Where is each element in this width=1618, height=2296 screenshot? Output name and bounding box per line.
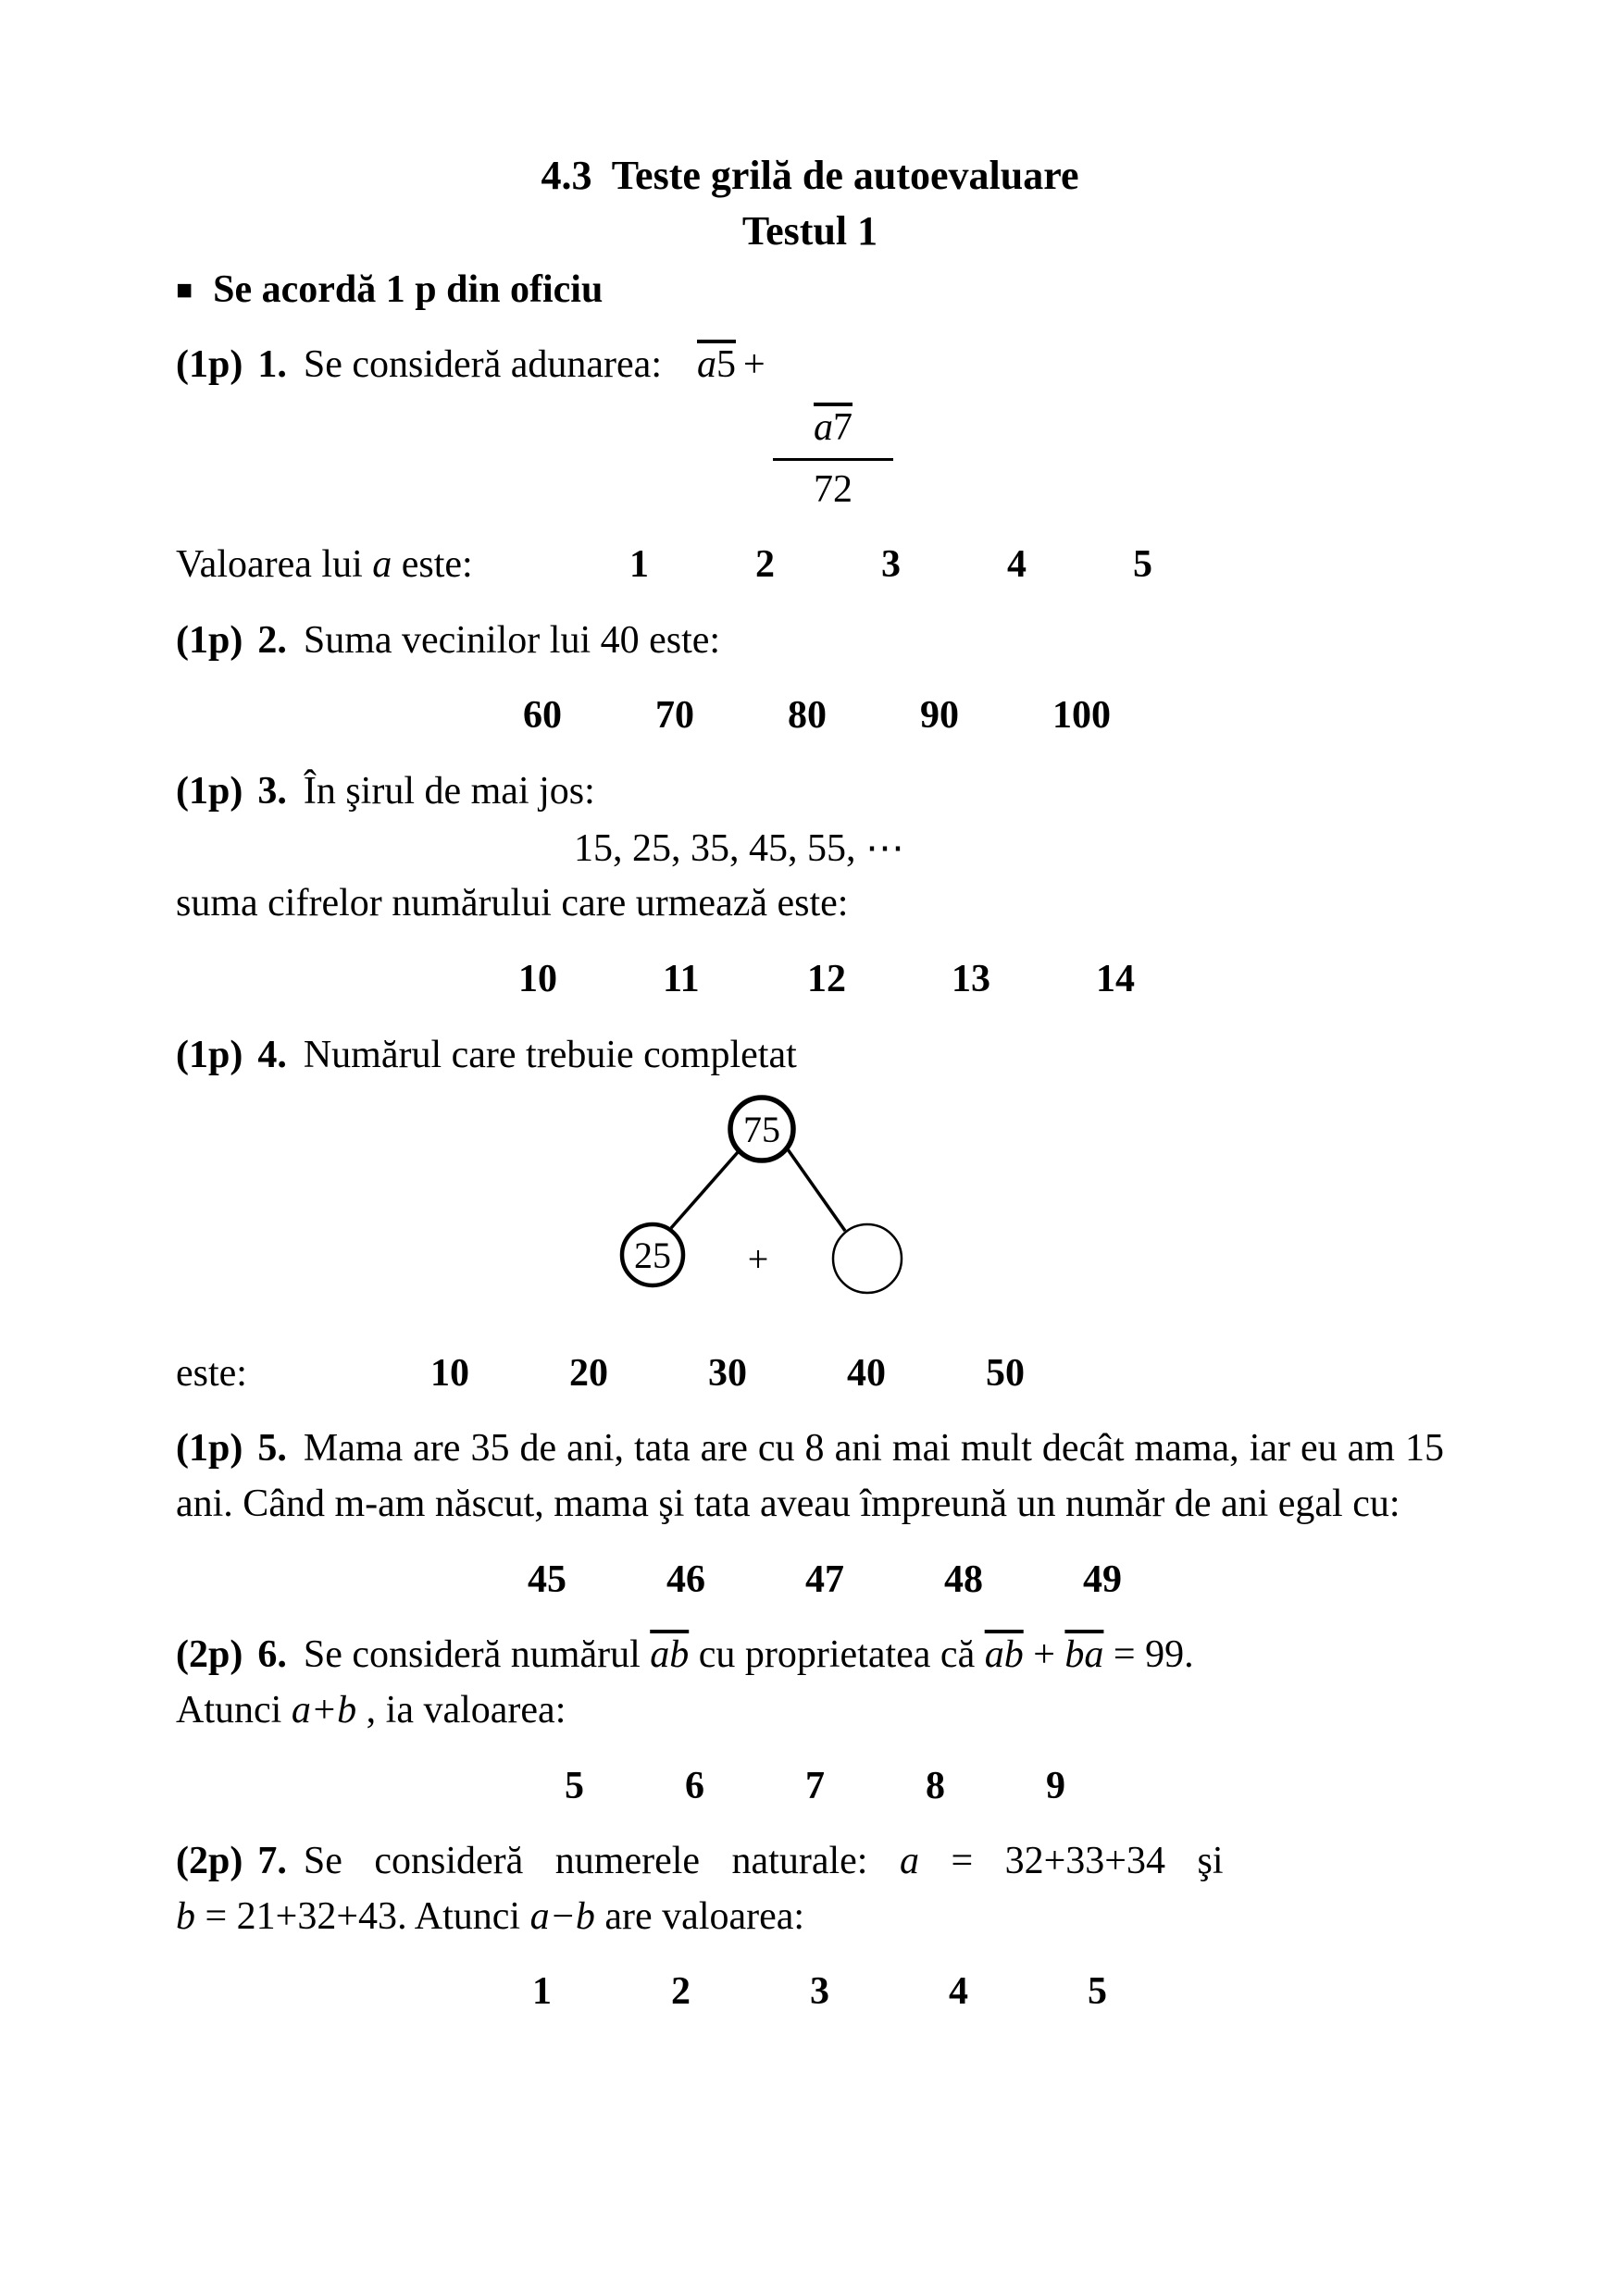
- question-points: (1p): [176, 1033, 243, 1076]
- addition-result: 72: [814, 467, 853, 511]
- option: 46: [666, 1558, 705, 1601]
- question-number: 7.: [257, 1840, 287, 1883]
- question-text: cu proprietatea că: [698, 1633, 976, 1677]
- question-points: (1p): [176, 343, 243, 387]
- overlined-ba: $\overline{ba}$: [1064, 1633, 1104, 1677]
- option: 1: [532, 1970, 552, 2014]
- overlined-a5: [697, 343, 736, 386]
- question-number: 5.: [257, 1427, 287, 1471]
- question-3: [176, 764, 1444, 1008]
- tree-diagram-svg: [523, 1092, 1004, 1309]
- option: 10: [430, 1351, 469, 1395]
- option: 14: [1096, 957, 1135, 1000]
- test-title: Testul 1: [741, 207, 878, 254]
- addition-row-1: [697, 343, 765, 386]
- question-text: Se consideră numerele naturale:: [303, 1840, 868, 1883]
- math-var: b: [176, 1894, 195, 1938]
- option: 40: [847, 1351, 886, 1395]
- question-7-line2: [176, 1890, 1444, 1945]
- question-points: (1p): [176, 1427, 243, 1471]
- math-digit: 7: [833, 405, 853, 449]
- question-6: [176, 1628, 1444, 1814]
- option: 60: [523, 694, 562, 738]
- question-text: . Atunci: [397, 1894, 521, 1938]
- option: 5: [565, 1764, 584, 1807]
- question-1-answer-row: [176, 538, 1444, 593]
- option: 49: [1083, 1558, 1122, 1601]
- question-points: (2p): [176, 1840, 243, 1883]
- option: 9: [1046, 1764, 1065, 1807]
- question-1-prompt: [176, 538, 629, 593]
- question-2-line: [176, 614, 1444, 669]
- question-1-line: [176, 338, 1444, 393]
- tree-left-value: 25: [634, 1235, 671, 1277]
- question-5-answer-row: [176, 1553, 1444, 1608]
- option: 1: [629, 543, 649, 587]
- overlined-ab: $\overline{ab}$: [984, 1633, 1024, 1677]
- question-2-answer-row: [176, 689, 1444, 744]
- option: 8: [926, 1764, 945, 1807]
- question-text: Se consideră numărul: [303, 1633, 641, 1677]
- option: 7: [805, 1764, 825, 1807]
- question-points: (1p): [176, 618, 243, 662]
- addition-row-2: [773, 401, 893, 461]
- question-text: În şirul de mai jos:: [303, 770, 595, 813]
- tree-node-right-empty: [833, 1224, 902, 1293]
- question-points: (2p): [176, 1633, 243, 1677]
- math-var: a: [899, 1840, 919, 1883]
- number-sequence: 15, 25, 35, 45, 55, ⋯: [574, 826, 904, 870]
- question-number: 3.: [257, 770, 287, 813]
- plus-sign: +: [1033, 1633, 1055, 1677]
- options-row: [565, 1759, 1065, 1815]
- option: 13: [952, 957, 990, 1000]
- tree-edge-left: [671, 1151, 739, 1228]
- question-3-line: [176, 764, 1444, 820]
- option: 11: [663, 957, 700, 1000]
- question-4-answer-row: [176, 1347, 1444, 1402]
- options-row: [523, 689, 1111, 744]
- option: 4: [949, 1970, 968, 2014]
- option: 5: [1088, 1970, 1107, 2014]
- option: 12: [807, 957, 846, 1000]
- question-7: [176, 1834, 1444, 2020]
- option: 30: [708, 1351, 747, 1395]
- question-5-line: [176, 1421, 1444, 1532]
- question-number: 6.: [257, 1633, 287, 1677]
- question-4: [176, 1028, 1444, 1402]
- options-row: [629, 538, 1152, 593]
- overlined-a7: [814, 406, 853, 449]
- question-2: [176, 614, 1444, 744]
- notice-line: [176, 263, 1444, 318]
- option: 80: [788, 694, 827, 738]
- question-text: , ia valoarea:: [356, 1688, 566, 1731]
- option: 50: [986, 1351, 1025, 1395]
- option: 2: [755, 543, 775, 587]
- options-row: [518, 952, 1135, 1008]
- question-1: [176, 338, 1444, 593]
- question-7-answer-row: [176, 1965, 1444, 2020]
- question-6-answer-row: [176, 1759, 1444, 1815]
- option: 3: [881, 543, 901, 587]
- math-var: a: [372, 543, 392, 587]
- question-number: 4.: [257, 1033, 287, 1076]
- question-text: Atunci: [176, 1688, 282, 1731]
- math-digit: 5: [716, 343, 736, 387]
- math-expression: a−b: [529, 1894, 595, 1938]
- math-expression: a+b: [291, 1688, 357, 1731]
- math-equation: = 21+32+43: [205, 1894, 398, 1938]
- option: 3: [810, 1970, 829, 2014]
- math-equation: = 32+33+34: [951, 1840, 1165, 1883]
- question-text: şi: [1197, 1840, 1224, 1883]
- option: 20: [569, 1351, 608, 1395]
- option: 45: [528, 1558, 566, 1601]
- question-3-answer-row: [176, 952, 1444, 1008]
- options-row: [528, 1553, 1122, 1608]
- number-tree-diagram: [523, 1092, 1444, 1326]
- option: 70: [655, 694, 694, 738]
- square-bullet-icon: ■: [176, 274, 193, 305]
- option: 47: [805, 1558, 844, 1601]
- math-var: a: [814, 405, 833, 449]
- question-text: Mama are 35 de ani, tata are cu 8 ani mai mult decât mama, iar eu am 15 ani. Când m-am născut, mama şi tata aveau împreună un număr de ani egal cu:: [176, 1427, 1444, 1526]
- question-6-line1: [176, 1628, 1444, 1683]
- question-number: 1.: [257, 343, 287, 387]
- math-var: a: [697, 343, 716, 387]
- prompt-text: este:: [401, 543, 473, 587]
- question-6-line2: [176, 1683, 1444, 1739]
- option: 10: [518, 957, 557, 1000]
- option: 5: [1133, 543, 1152, 587]
- plus-sign: +: [743, 343, 765, 387]
- question-5: [176, 1421, 1444, 1607]
- tree-edge-right: [788, 1149, 845, 1231]
- question-text: Suma vecinilor lui 40 este:: [303, 618, 721, 662]
- notice-text: Se acordă 1 p din oficiu: [213, 267, 604, 311]
- option: 100: [1052, 694, 1111, 738]
- math-equation: = 99.: [1113, 1633, 1194, 1677]
- question-4-prompt: este:: [176, 1351, 247, 1395]
- option: 48: [944, 1558, 983, 1601]
- plus-sign: +: [747, 1238, 769, 1281]
- question-text: Numărul care trebuie completat: [303, 1033, 797, 1076]
- question-7-line1: [176, 1834, 1444, 1890]
- options-row: [430, 1347, 1025, 1402]
- question-4-line: [176, 1028, 1444, 1084]
- options-row: [532, 1965, 1107, 2020]
- option: 90: [920, 694, 959, 738]
- prompt-text: Valoarea lui: [176, 543, 363, 587]
- question-text: Se consideră adunarea:: [303, 343, 662, 387]
- option: 2: [671, 1970, 691, 2014]
- overlined-ab: $\overline{ab}$: [650, 1633, 690, 1677]
- question-points: (1p): [176, 770, 243, 813]
- question-text: are valoarea:: [604, 1894, 805, 1938]
- option: 4: [1007, 543, 1027, 587]
- question-number: 2.: [257, 618, 287, 662]
- section-title: 4.3 Teste grilă de autoevaluare: [541, 153, 1079, 198]
- tree-top-value: 75: [743, 1109, 780, 1151]
- question-3-line2: suma cifrelor numărului care urmează este:: [176, 882, 849, 925]
- option: 6: [685, 1764, 704, 1807]
